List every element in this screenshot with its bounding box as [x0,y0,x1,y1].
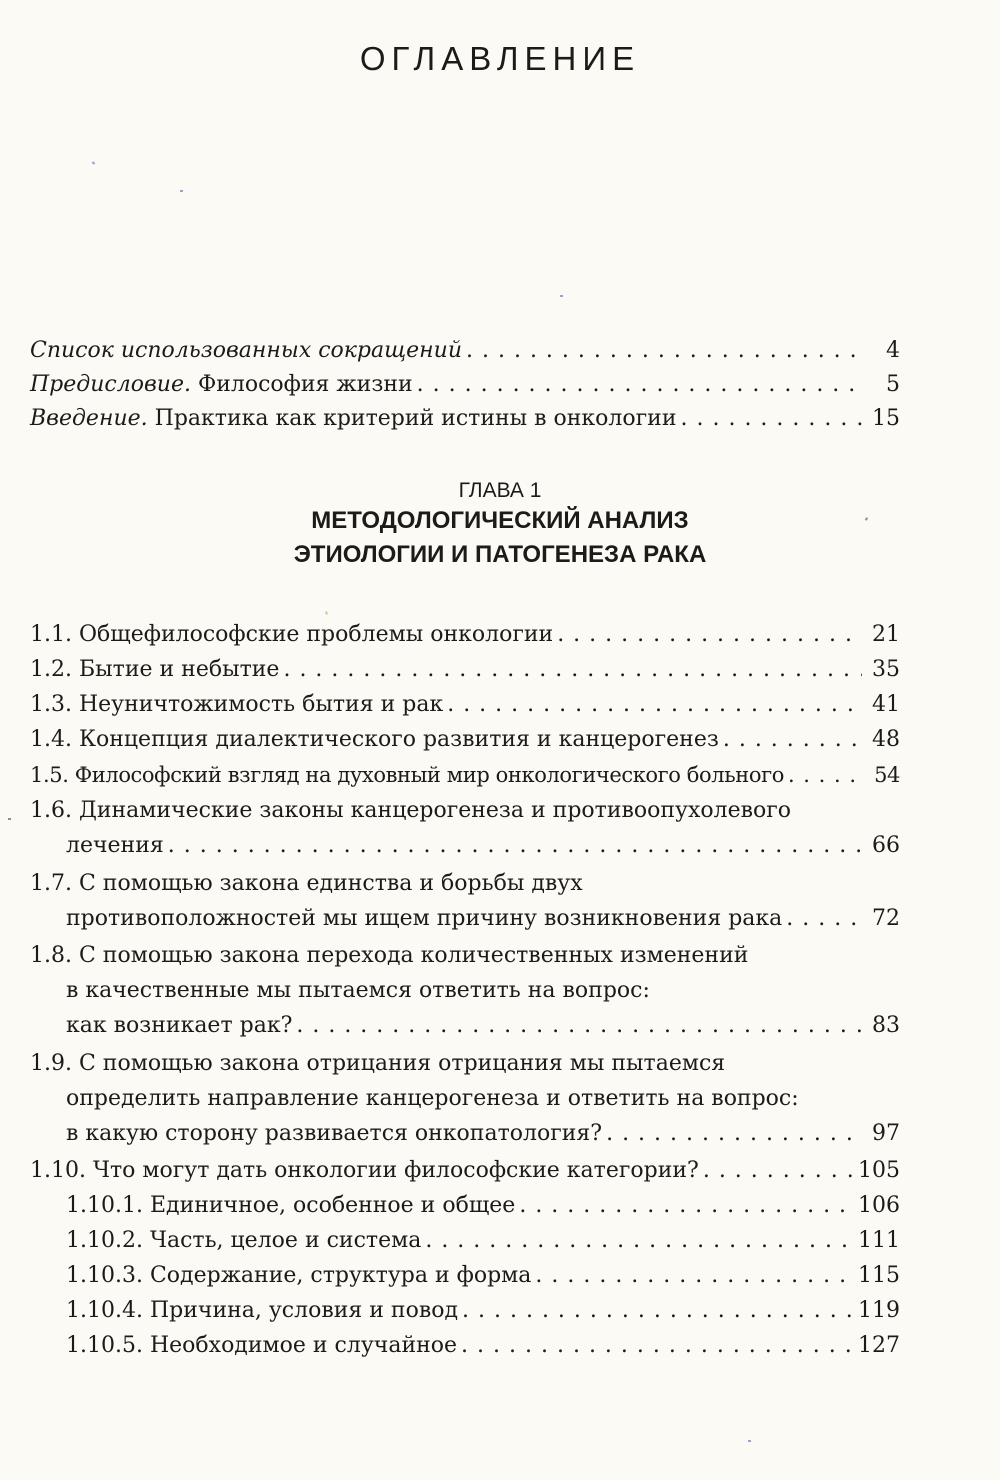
toc-entry-1-10-5[interactable] [66,1329,900,1363]
toc-entry-label: 1.3. Неуничтожимость бытия и рак [30,692,444,717]
toc-page-number: 83 [872,1013,900,1038]
leader-dots [447,688,862,722]
chapter-heading [0,478,1000,572]
leader-dots [557,618,862,652]
toc-entry-label: Введение. [30,406,148,431]
toc-entry-1-1[interactable] [30,618,900,652]
leader-dots [788,758,862,792]
leader-dots [425,1224,854,1258]
toc-entry-introduction[interactable] [30,402,900,436]
toc-page-number: 41 [872,692,900,717]
chapter-title-line1: МЕТОДОЛОГИЧЕСКИЙ АНАЛИЗ [311,507,689,534]
toc-entry-1-10-2[interactable] [66,1224,900,1258]
toc-entry-1-6-line1: 1.6. Динамические законы канцерогенеза и противоопухолевого [30,798,792,823]
leader-dots [168,829,862,863]
paper-speck [560,295,563,297]
leader-dots [681,402,863,436]
toc-entry-label: 1.1. Общефилософские проблемы онкологии [30,622,554,647]
toc-page-number: 48 [872,727,900,752]
paper-speck [8,818,11,820]
toc-entry-subtitle: Практика как критерий истины в онкологии [147,406,677,431]
toc-page-number: 54 [874,763,900,787]
toc-entry-subtitle: Философия жизни [190,372,413,397]
paper-speck [325,611,328,615]
toc-entry-1-4[interactable] [30,723,900,757]
toc-page-number: 4 [886,338,900,363]
toc-entry-1-10-3[interactable] [66,1259,900,1293]
toc-page-number: 97 [872,1121,900,1146]
toc-page-number: 72 [872,906,900,931]
toc-entry-1-3[interactable] [30,688,900,722]
toc-entry-label: 1.10.4. Причина, условия и повод [66,1298,459,1323]
toc-page-number: 105 [858,1158,900,1183]
toc-entry-1-7[interactable] [66,902,900,936]
leader-dots [466,334,862,368]
toc-entry-1-9-line2: определить направление канцерогенеза и ответить на вопрос: [66,1086,799,1111]
toc-entry-1-6[interactable] [66,829,900,863]
toc-entry-1-8[interactable] [66,1009,900,1043]
toc-entry-1-7-line1: 1.7. С помощью закона единства и борьбы двух [30,871,583,896]
toc-entry-label: Список использованных сокращений [30,338,462,363]
toc-page-number: 119 [858,1298,900,1323]
leader-dots [723,723,862,757]
toc-page-number: 111 [858,1228,900,1253]
toc-entry-label: лечения [66,833,164,858]
chapter-title-line2: ЭТИОЛОГИИ И ПАТОГЕНЕЗА РАКА [293,541,707,568]
leader-dots [462,1294,854,1328]
leader-dots [606,1117,862,1151]
toc-entry-1-8-line1: 1.8. С помощью закона перехода количественных изменений [30,943,749,968]
toc-entry-label: 1.10.3. Содержание, структура и форма [66,1263,532,1288]
chapter-label: ГЛАВА 1 [458,479,542,502]
leader-dots [417,368,862,402]
toc-entry-1-9-line1: 1.9. С помощью закона отрицания отрицания мы пытаемся [30,1051,726,1076]
toc-entry-1-2[interactable] [30,653,900,687]
toc-entry-preface[interactable] [30,368,900,402]
toc-entry-1-10-1[interactable] [66,1189,900,1223]
toc-entry-1-10[interactable] [30,1154,900,1188]
leader-dots [283,653,862,687]
page-title: ОГЛАВЛЕНИЕ [359,40,641,77]
paper-speck [92,161,96,164]
toc-entry-label: Предисловие. [30,372,191,397]
toc-page-number: 115 [858,1263,900,1288]
leader-dots [461,1329,854,1363]
toc-entry-label: 1.2. Бытие и небытие [30,657,280,682]
toc-entry-label: противоположностей мы ищем причину возникновения рака [66,906,783,931]
paper-speck [748,1440,751,1442]
leader-dots [786,902,862,936]
toc-page-number: 35 [872,657,900,682]
toc-entry-label: как возникает рак? [66,1013,293,1038]
toc-entry-abbreviations[interactable] [30,334,900,368]
toc-entry-label: 1.10.5. Необходимое и случайное [66,1333,458,1358]
toc-entry-1-5[interactable] [30,758,900,792]
toc-page-number: 21 [872,622,900,647]
toc-page-number: 106 [858,1193,900,1218]
paper-speck [180,190,183,192]
leader-dots [703,1154,854,1188]
leader-dots [296,1009,862,1043]
toc-entry-label: 1.10. Что могут дать онкологии философские категории? [30,1158,699,1183]
leader-dots [535,1259,854,1293]
toc-entry-1-9[interactable] [66,1117,900,1151]
toc-entry-label: 1.5. Философский взгляд на духовный мир онкологического больного [30,763,784,787]
toc-entry-1-10-4[interactable] [66,1294,900,1328]
toc-entry-label: в какую сторону развивается онкопатология? [66,1121,603,1146]
toc-entry-label: 1.10.1. Единичное, особенное и общее [66,1193,516,1218]
toc-page-number: 15 [872,406,900,431]
toc-page-number: 5 [886,372,900,397]
toc-page-number: 66 [872,833,900,858]
toc-page-number: 127 [858,1333,900,1358]
leader-dots [519,1189,854,1223]
toc-entry-label: 1.4. Концепция диалектического развития и канцерогенез [30,727,719,752]
toc-entry-1-8-line2: в качественные мы пытаемся ответить на вопрос: [66,978,650,1003]
toc-entry-label: 1.10.2. Часть, целое и система [66,1228,422,1253]
